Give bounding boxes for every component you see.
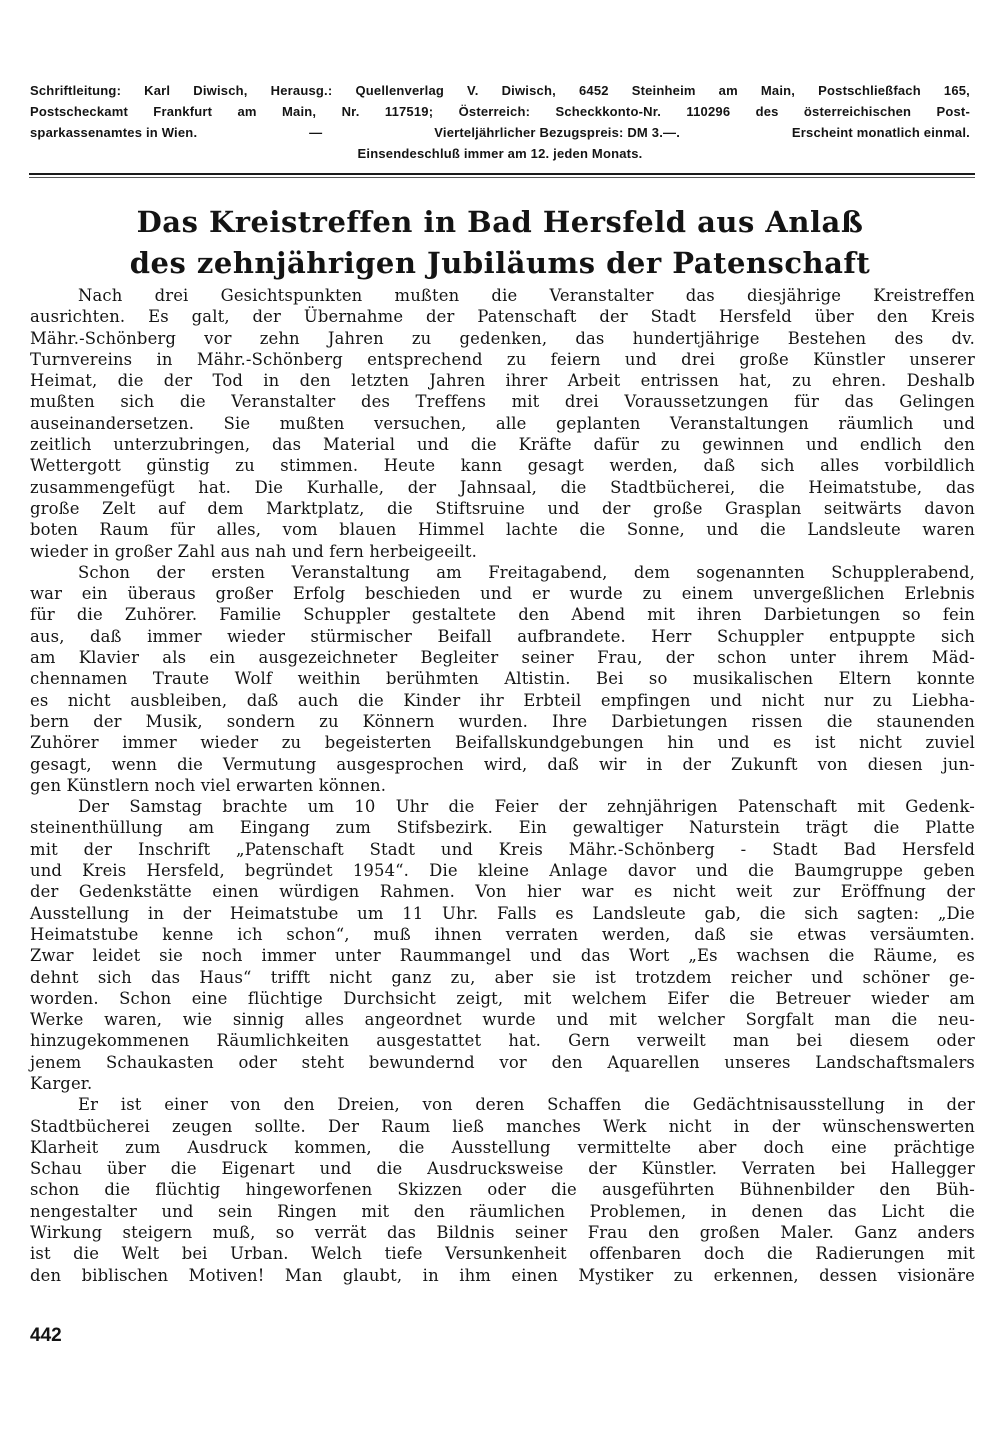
masthead-segment: Erscheint monatlich einmal. — [791, 125, 970, 140]
body-line: Heimatstube kenne ich schon“, muß ihnen verraten werden, daß sie etwas versäumten. — [30, 924, 975, 944]
page-number: 442 — [30, 1325, 62, 1346]
body-line: und Kreis Hersfeld, begründet 1954“. Die kleine Anlage davor und die Baumgruppe geben — [30, 861, 975, 881]
body-line: worden. Schon eine flüchtige Durchsicht zeigt, mit welchem Eifer die Betreuer wieder am — [30, 988, 975, 1008]
masthead-line — [30, 122, 970, 143]
masthead-line: Postscheckamt Frankfurt am Main, Nr. 117519; Österreich: Scheckkonto-Nr. 110296 des österreichischen Post- — [30, 104, 970, 119]
masthead-segment: sparkassenamtes in Wien. — [30, 125, 198, 140]
body-line: Schau über die Eigenart und die Ausdrucksweise der Künstler. Verraten bei Hallegger — [30, 1159, 975, 1179]
body-line: Ausstellung in der Heimatstube um 11 Uhr. Falls es Landsleute gab, die sich sagten: „Die — [30, 903, 975, 923]
body-line: den biblischen Motiven! Man glaubt, in ihm einen Mystiker zu erkennen, dessen visionäre — [30, 1265, 975, 1285]
body-line: für die Zuhörer. Familie Schuppler gestaltete den Abend mit ihren Darbietungen so fein — [30, 605, 975, 625]
body-line: Heimat, die der Tod in den letzten Jahren ihrer Arbeit entrissen hat, zu ehren. Deshalb — [30, 371, 975, 391]
body-line: der Gedenkstätte einen würdigen Rahmen. Von hier war es nicht weit zur Eröffnung der — [30, 882, 975, 902]
body-line: Zwar leidet sie noch immer unter Raummangel und das Wort „Es wachsen die Räume, es — [30, 946, 975, 966]
masthead-segment: Vierteljährlicher Bezugspreis: DM 3.—. — [434, 125, 681, 140]
body-line: gen Künstlern noch viel erwarten können. — [30, 775, 387, 795]
body-line: war ein überaus großer Erfolg beschieden und er wurde zu einem unvergeßlichen Erlebnis — [30, 584, 975, 604]
header-divider-thin — [29, 177, 975, 178]
body-line: wieder in großer Zahl aus nah und fern herbeigeeilt. — [30, 541, 478, 561]
body-line: dehnt sich das Haus“ trifft nicht ganz zu, aber sie ist trotzdem reicher und schöner ge- — [30, 967, 975, 987]
body-line: gesagt, wenn die Vermutung ausgesprochen wird, daß wir in der Zukunft von diesen jun- — [30, 754, 975, 774]
body-line: Turnvereins in Mähr.-Schönberg entsprechend zu feiern und drei große Künstler unserer — [30, 349, 975, 369]
masthead-line: Einsendeschluß immer am 12. jeden Monats. — [357, 146, 643, 161]
body-line: Stadtbücherei zeugen sollte. Der Raum ließ manches Werk nicht in der wünschenswerten — [30, 1116, 975, 1136]
body-line: Wirkung steigern muß, so verrät das Bildnis seiner Frau den großen Maler. Ganz anders — [30, 1223, 975, 1243]
body-line: mußten sich die Veranstalter des Treffens mit drei Voraussetzungen für das Gelingen — [30, 392, 975, 412]
body-line: Nach drei Gesichtspunkten mußten die Veranstalter das diesjährige Kreistreffen — [78, 286, 975, 305]
body-line: hinzugekommenen Räumlichkeiten ausgestattet hat. Gern verweilt man bei diesem oder — [30, 1031, 975, 1051]
title-line: Das Kreistreffen in Bad Hersfeld aus Anlaß — [136, 205, 864, 239]
body-line: große Zelt auf dem Marktplatz, die Stiftsruine und der große Grasplan seitwärts davon — [30, 498, 975, 518]
masthead-line: Schriftleitung: Karl Diwisch, Herausg.: Quellenverlag V. Diwisch, 6452 Steinheim am Main, Postschließfach 165, — [30, 83, 970, 98]
body-line: Schon der ersten Veranstaltung am Freitagabend, dem sogenannten Schupplerabend, — [78, 562, 975, 582]
body-line: schon die flüchtig hingeworfenen Skizzen oder die ausgeführten Bühnenbilder den Büh- — [30, 1180, 975, 1200]
body-line: es nicht ausbleiben, daß auch die Kinder ihr Erbteil empfingen und nicht nur zu Liebha- — [30, 690, 975, 710]
body-line: auseinandersetzen. Sie mußten versuchen, alle geplanten Veranstaltungen räumlich und — [30, 413, 975, 433]
body-line: Karger. — [30, 1073, 93, 1093]
body-line: Der Samstag brachte um 10 Uhr die Feier der zehnjährigen Patenschaft mit Gedenk- — [78, 797, 975, 817]
body-line: mit der Inschrift „Patenschaft Stadt und Kreis Mähr.-Schönberg - Stadt Bad Hersfeld — [30, 839, 975, 859]
body-line: boten Raum für alles, vom blauen Himmel lachte die Sonne, und die Landsleute waren — [30, 520, 975, 540]
body-line: zeitlich unterzubringen, das Material und die Kräfte dafür zu gewinnen und endlich den — [30, 435, 975, 455]
body-line: ausrichten. Es galt, der Übernahme der Patenschaft der Stadt Hersfeld über den Kreis — [30, 307, 975, 327]
body-line: Wettergott günstig zu stimmen. Heute kann gesagt werden, daß sich alles vorbildlich — [30, 456, 975, 476]
body-line: am Klavier als ein ausgezeichneter Begleiter seiner Frau, der schon unter ihrem Mäd- — [30, 648, 975, 668]
article-body — [30, 285, 975, 1286]
body-line: ist die Welt bei Urban. Welch tiefe Versunkenheit offenbaren doch die Radierungen mit — [30, 1244, 975, 1264]
body-line: bern der Musik, sondern zu Könnern wurden. Ihre Darbietungen rissen die staunenden — [30, 711, 975, 731]
body-line: zusammengefügt hat. Die Kurhalle, der Jahnsaal, die Stadtbücherei, die Heimatstube, das — [30, 477, 975, 497]
body-line: Klarheit zum Ausdruck kommen, die Ausstellung vermittelte aber doch eine prächtige — [30, 1137, 975, 1157]
body-line: chennamen Traute Wolf weithin berühmten Altistin. Bei so musikalischen Eltern konnte — [30, 669, 975, 689]
title-line: des zehnjährigen Jubiläums der Patenschaft — [129, 246, 871, 280]
masthead-dash: — — [309, 125, 323, 140]
body-line: nengestalter und sein Ringen mit den räumlichen Problemen, in denen das Licht die — [30, 1201, 975, 1221]
body-line: Zuhörer immer wieder zu begeisterten Beifallskundgebungen hin und es ist nicht zuviel — [30, 733, 975, 753]
body-line: Mähr.-Schönberg vor zehn Jahren zu gedenken, das hundertjährige Bestehen des dv. — [30, 328, 975, 348]
body-line: jenem Schaukasten oder steht bewundernd vor den Aquarellen unseres Landschaftsmalers — [30, 1052, 975, 1072]
article-title — [30, 202, 970, 284]
body-line: aus, daß immer wieder stürmischer Beifall aufbrandete. Herr Schuppler entpuppte sich — [30, 626, 975, 646]
header-divider — [29, 173, 975, 175]
masthead — [30, 80, 970, 164]
body-line: steinenthüllung am Eingang zum Stifsbezirk. Ein gewaltiger Naturstein trägt die Platte — [30, 818, 975, 838]
body-line: Er ist einer von den Dreien, von deren Schaffen die Gedächtnisausstellung in der — [78, 1095, 975, 1115]
body-line: Werke waren, wie sinnig alles angeordnet wurde und mit welcher Sorgfalt man die neu- — [30, 1010, 975, 1030]
